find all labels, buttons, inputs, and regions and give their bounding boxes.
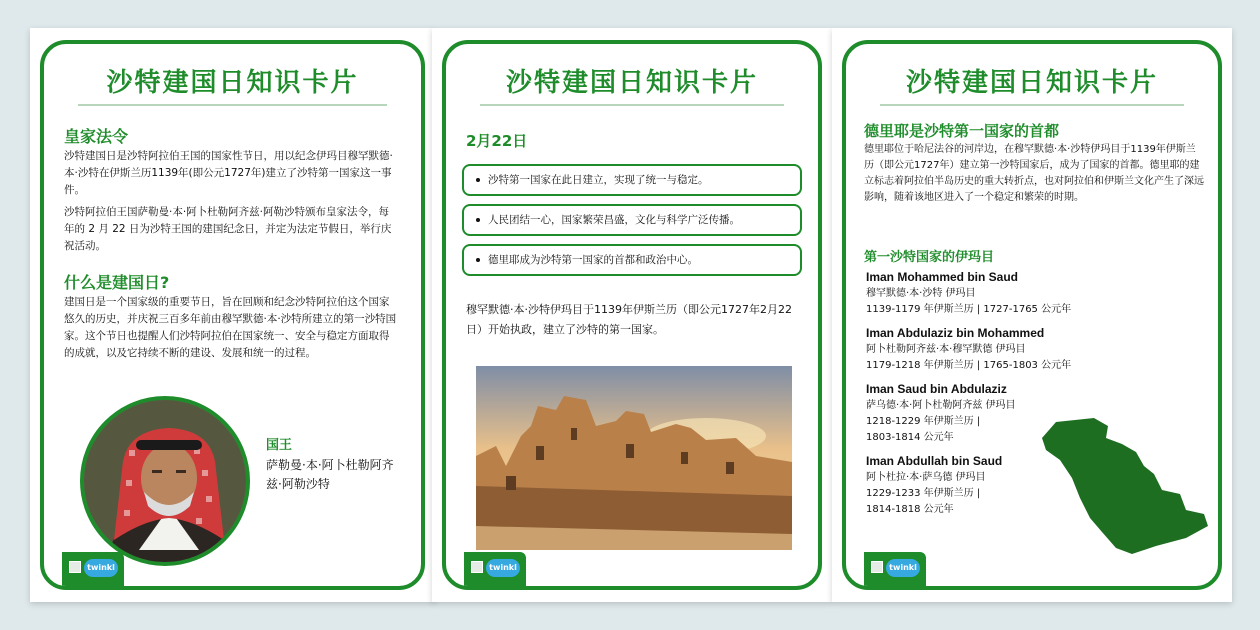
date-heading: 2月22日: [466, 132, 528, 150]
card-title: 沙特建国日知识卡片: [905, 68, 1158, 98]
section-heading-what-is-founding-day: 什么是建国日?: [64, 273, 170, 292]
fact-card-frame: [442, 40, 822, 590]
fact-card-frame: [842, 40, 1222, 590]
section-heading-imams: 第一沙特国家的伊玛目: [864, 250, 995, 265]
logo-badge: twinkl: [486, 559, 520, 577]
king-name: 萨勒曼·本·阿卜杜勒阿齐兹·阿勒沙特: [266, 458, 394, 491]
royal-decree-paragraph-1: 沙特建国日是沙特阿拉伯王国的国家性节日，用以纪念伊玛目穆罕默德·本·沙特在伊斯兰历1139年(即公元1727年)建立了沙特第一国家这一事件。: [64, 150, 393, 196]
imam-years-ce: 1803-1814 公元年: [866, 432, 954, 443]
title-divider: [78, 104, 387, 106]
fact-card-page-3: [832, 28, 1232, 602]
fact-card-page-1: [30, 28, 435, 602]
king-portrait-illustration: [84, 400, 250, 566]
twinkl-logo: [864, 552, 926, 586]
diriyah-ruins-illustration: [476, 366, 792, 550]
section-heading-diriyah-capital: 德里耶是沙特第一国家的首都: [864, 122, 1060, 140]
bullet-dot-icon: [476, 178, 480, 182]
imam-name: Iman Abdulaziz bin Mohammed: [866, 326, 1045, 340]
imam-title: 阿卜杜勒阿齐兹·本·穆罕默德 伊玛目: [866, 344, 1026, 355]
title-divider: [880, 104, 1184, 106]
fact-bullet-text: 人民团结一心，国家繁荣昌盛，文化与科学广泛传播。: [488, 214, 740, 226]
imam-years-ce: 1814-1818 公元年: [866, 504, 954, 515]
logo-badge: twinkl: [886, 559, 920, 577]
logo-square-icon: [69, 561, 81, 573]
bullet-dot-icon: [476, 258, 480, 262]
bullet-dot-icon: [476, 218, 480, 222]
fact-bullet-1: [462, 164, 802, 196]
king-label: 国王: [266, 438, 293, 453]
imam-years: 1218-1229 年伊斯兰历 |: [866, 416, 981, 427]
royal-decree-paragraph-2: 沙特阿拉伯王国萨勒曼·本·阿卜杜勒阿齐兹·阿勒沙特颁布皇家法令，每年的 2 月 22 日为沙特王国的建国纪念日，并定为法定节假日，举行庆祝活动。: [64, 206, 392, 252]
imam-title: 穆罕默德·本·沙特 伊玛目: [866, 288, 976, 299]
king-portrait: [80, 396, 250, 566]
fact-card-page-2: [432, 28, 832, 602]
saudi-arabia-map-icon: [1036, 414, 1216, 564]
imam-years: 1229-1233 年伊斯兰历 |: [866, 488, 981, 499]
imam-years: 1139-1179 年伊斯兰历 | 1727-1765 公元年: [866, 304, 1072, 315]
diriyah-paragraph: 德里耶位于哈尼法谷的河岸边，在穆罕默德·本·沙特伊玛目于1139年伊斯兰历（即公元1727年）建立第一沙特国家后，成为了国家的首都。德里耶的建立标志着阿拉伯半岛历史的重大转折点，也对阿拉伯和伊斯兰文化产生了深远影响，随着该地区进入了一个稳定和繁荣的时期。: [864, 144, 1204, 203]
section-heading-royal-decree: 皇家法令: [64, 127, 129, 146]
founding-day-paragraph: 建国日是一个国家级的重要节日，旨在回顾和纪念沙特阿拉伯这个国家悠久的历史，并庆祝三百多年前由穆罕默德·本·沙特所建立的第一沙特国家。这个节日也提醒人们沙特阿拉伯在国家统一、安全与稳定方面取得的成就，以及它持续不断的建设、发展和统一的过程。: [64, 296, 397, 359]
imam-name: Iman Abdullah bin Saud: [866, 454, 1003, 468]
card-title: 沙特建国日知识卡片: [106, 68, 359, 98]
fact-bullet-text: 沙特第一国家在此日建立，实现了统一与稳定。: [488, 174, 709, 186]
imam-name: Iman Saud bin Abdulaziz: [866, 382, 1007, 396]
card-title: 沙特建国日知识卡片: [505, 68, 758, 98]
imam-name: Iman Mohammed bin Saud: [866, 270, 1019, 284]
founding-paragraph: 穆罕默德·本·沙特伊玛目于1139年伊斯兰历（即公元1727年2月22日）开始执政，建立了沙特的第一国家。: [466, 303, 792, 336]
imam-years: 1179-1218 年伊斯兰历 | 1765-1803 公元年: [866, 360, 1072, 371]
logo-square-icon: [871, 561, 883, 573]
fact-bullet-text: 德里耶成为沙特第一国家的首都和政治中心。: [488, 254, 698, 266]
title-divider: [480, 104, 784, 106]
twinkl-logo: [464, 552, 526, 586]
twinkl-logo: [62, 552, 124, 586]
fact-card-frame: [40, 40, 425, 590]
logo-square-icon: [471, 561, 483, 573]
imam-title: 阿卜杜拉·本·萨乌德 伊玛目: [866, 472, 986, 483]
diriyah-photo: [476, 366, 792, 550]
fact-bullet-3: [462, 244, 802, 276]
fact-bullet-2: [462, 204, 802, 236]
logo-badge: twinkl: [84, 559, 118, 577]
imam-title: 萨乌德·本·阿卜杜勒阿齐兹 伊玛目: [866, 400, 1016, 411]
